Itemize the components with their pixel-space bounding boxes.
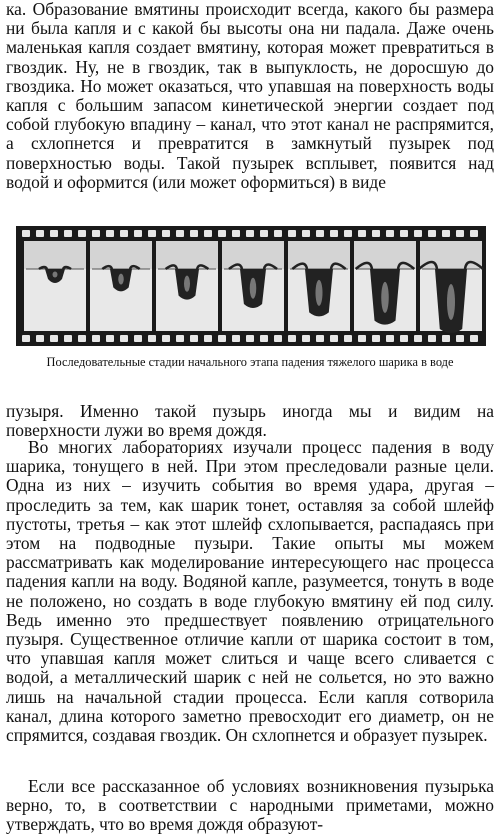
film-frame (156, 241, 218, 331)
perforation (400, 335, 408, 342)
perforation (330, 335, 338, 342)
film-strip (16, 226, 486, 346)
perforation (22, 230, 30, 237)
perforation (22, 335, 30, 342)
perforation (316, 335, 324, 342)
perforation (148, 230, 156, 237)
cavity-highlight (316, 280, 323, 306)
perforation (470, 230, 478, 237)
film-frame (90, 241, 152, 331)
perforation (316, 230, 324, 237)
perforation (148, 335, 156, 342)
perforation (78, 230, 86, 237)
perforation (218, 230, 226, 237)
perforation (428, 230, 436, 237)
frames (24, 241, 483, 333)
perforation (190, 230, 198, 237)
perforation (134, 230, 142, 237)
perforation (204, 335, 212, 342)
perforation (302, 230, 310, 237)
perforation (162, 230, 170, 237)
perforation (176, 335, 184, 342)
perforation (50, 230, 58, 237)
perforation (106, 230, 114, 237)
perforation (358, 335, 366, 342)
perforation (190, 335, 198, 342)
perforation (204, 230, 212, 237)
film-frame (222, 241, 284, 331)
perforation (260, 335, 268, 342)
perforation (50, 335, 58, 342)
perforation (232, 335, 240, 342)
perforation (64, 230, 72, 237)
perforation (358, 230, 366, 237)
perforation (372, 230, 380, 237)
perforation (120, 335, 128, 342)
perforation (274, 335, 282, 342)
perforation (386, 230, 394, 237)
perforation (162, 335, 170, 342)
perforation (442, 230, 450, 237)
perforation (442, 335, 450, 342)
film-frame (288, 241, 350, 331)
perforation (400, 230, 408, 237)
perforation (64, 335, 72, 342)
perforation (36, 335, 44, 342)
perforation (246, 230, 254, 237)
perforation (106, 335, 114, 342)
film-strip-figure (16, 226, 486, 346)
perforation (92, 230, 100, 237)
paragraph: Во многих лабораториях изучали процесс падения в воду шарика, тонущего в ней. При этом преследовали разные цели. Одна из них – изучить события во время удара, другая – проследить за тем, как шарик тонет, оставляя за собой шлейф пустоты, третья – как этот шлейф схлопывается, распадаясь при этом на подводные пузыри. Такие опыты мы можем рассматривать как моделирование интересующего нас процесса падения капли на воду. Водяной капле, разумеется, тонуть в воде не положено, но создать в воде глубокую вмятину ей под силу. Ведь именно это предшествует появлению отрицательного пузыря. Существенное отличие капли от шарика состоит в том, что упавшая капля может слиться и чаще всего сливается с водой, а металлический шарик с ней не сольется, но это важно лишь на начальной стадии процесса. Если капля сотворила канал, длина которого заметно превосходит его диаметр, он не спрямится, создавая гвоздик. Он схлопнется и образует пузырек. (6, 437, 494, 746)
film-frame (419, 241, 483, 333)
perforation (414, 230, 422, 237)
figure-caption: Последовательные стадии начального этапа падения тяжелого шарика в воде (46, 355, 454, 369)
perforation (36, 230, 44, 237)
cavity-highlight (118, 274, 124, 285)
perforation (274, 230, 282, 237)
perforation (330, 230, 338, 237)
perforation (288, 335, 296, 342)
perforation (78, 335, 86, 342)
perforation (456, 335, 464, 342)
perforation (92, 335, 100, 342)
perforation (386, 335, 394, 342)
perforation (470, 335, 478, 342)
paragraph: Если все рассказанное об условиях возникновения пузырька верно, то, в соответствии с народными приметами, можно утверждать, что во время дождя образуют- (6, 776, 494, 835)
perforation (134, 335, 142, 342)
perforation (344, 230, 352, 237)
perforation (246, 335, 254, 342)
cavity-highlight (381, 282, 389, 313)
film-frame (24, 241, 86, 331)
perforation (344, 335, 352, 342)
film-frame (354, 241, 416, 331)
paragraph: пузыря. Именно такой пузырь иногда мы и видим на поверхности лужи во время дождя. (6, 401, 494, 441)
perforation (120, 230, 128, 237)
perforation (218, 335, 226, 342)
perforation (288, 230, 296, 237)
cavity-highlight (53, 272, 58, 278)
paragraph: ка. Образование вмятины происходит всегда, какого бы размера ни была капля и с какой бы высоты она ни падала. Даже очень маленькая капля создает вмятину, которая может превратиться в гвоздик. Ну, не в гвоздик, так в выпуклость, не доросшую до гвоздика. Но может оказаться, что упавшая на поверхность воды капля с большим запасом кинетической энергии создает под собой глубокую впадину – канал, что этот канал не распрямится, а схлопнется и превратится в замкнутый пузырек под поверхностью воды. Такой пузырек всплывет, появится над водой и оформится (или может оформиться) в виде (6, 0, 494, 192)
perforation (232, 230, 240, 237)
perforation (302, 335, 310, 342)
cavity-highlight (447, 284, 455, 320)
perforation (456, 230, 464, 237)
perforation (414, 335, 422, 342)
perforation (176, 230, 184, 237)
cavity-highlight (250, 278, 257, 299)
perforation (260, 230, 268, 237)
perforation (372, 335, 380, 342)
cavity-highlight (184, 276, 190, 292)
perforation (428, 335, 436, 342)
